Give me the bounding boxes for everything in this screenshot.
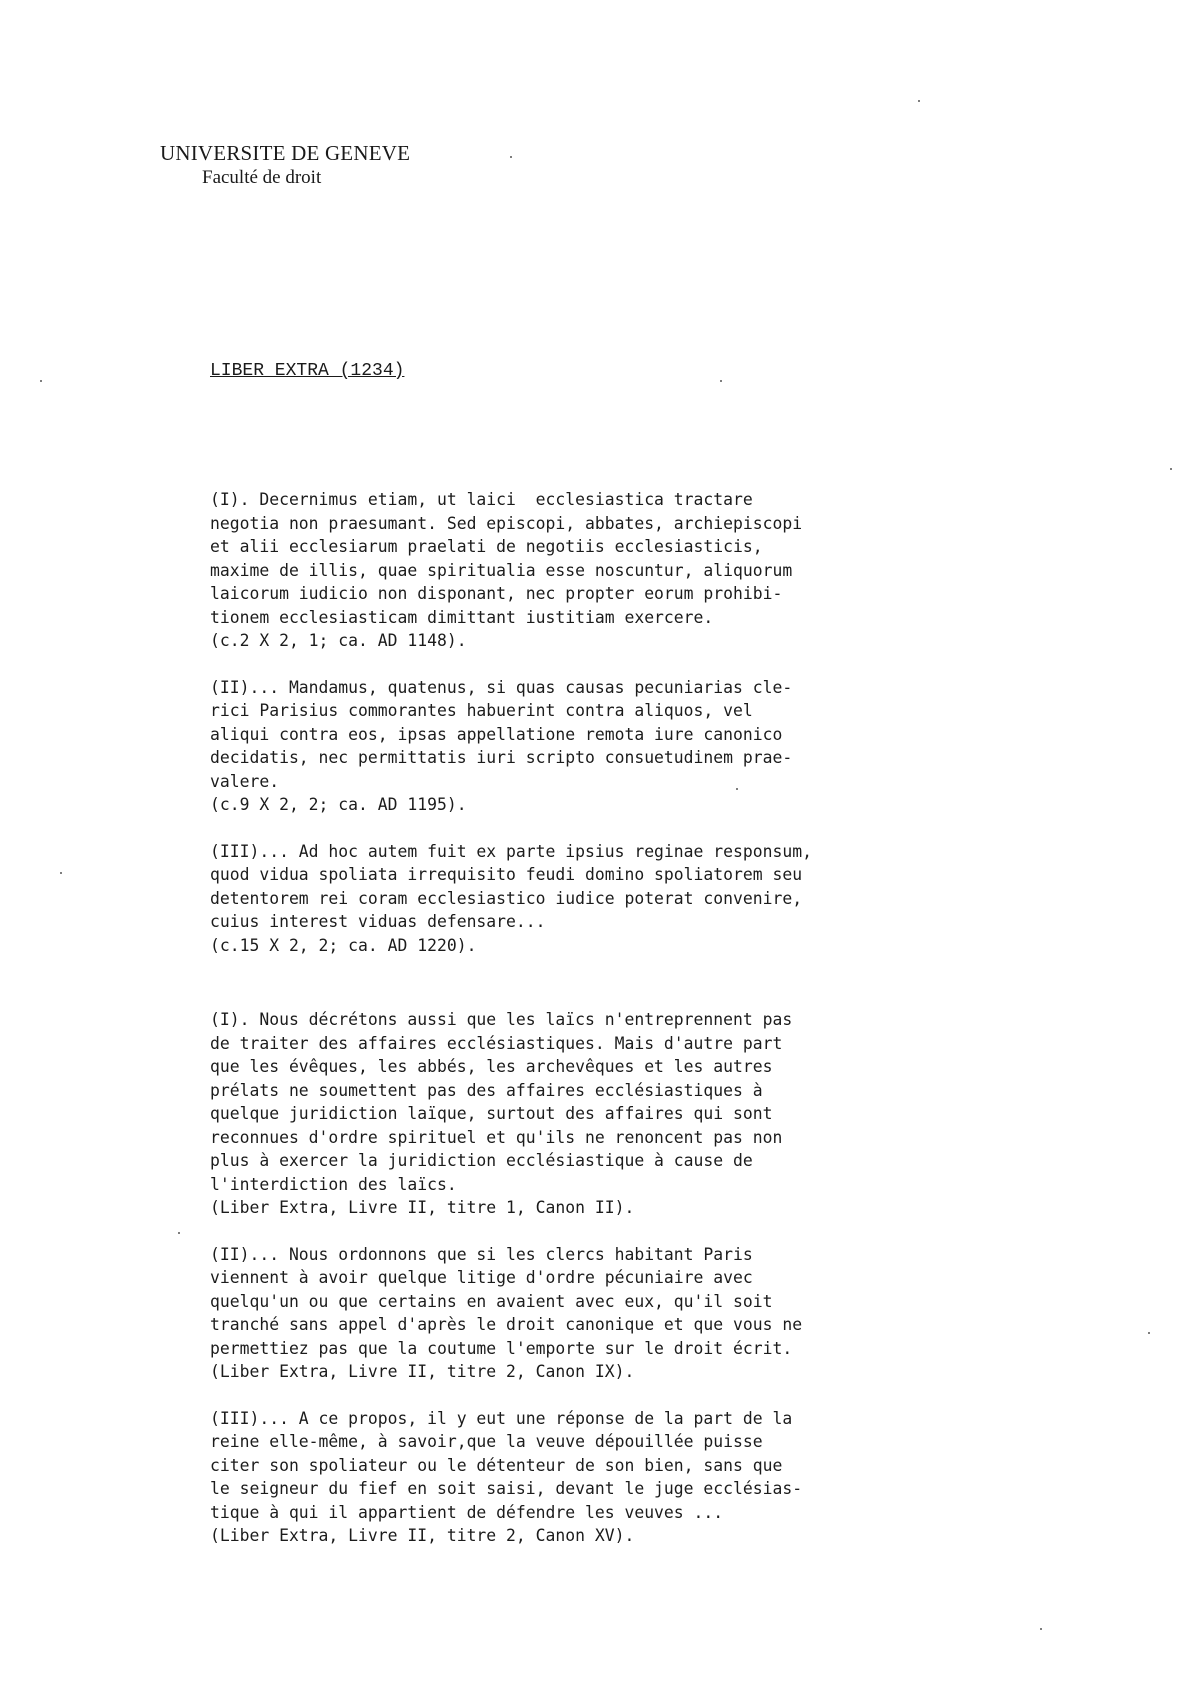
university-name: UNIVERSITE DE GENEVE	[160, 141, 411, 165]
scan-speck	[178, 1232, 180, 1234]
scan-speck	[1170, 468, 1172, 470]
french-text-block	[210, 1008, 1150, 1571]
french-paragraph-1: (I). Nous décrétons aussi que les laïcs n'entreprennent pas de traiter des affaires ecclésiastiques. Mais d'autre part que les évêques, les abbés, les archevêques et les autres prélats ne soumettent pas des affaires ecclésiastiques à quelque juridiction laïque, surtout des affaires qui sont reconnues d'ordre spirituel et qu'ils ne renoncent pas non plus à exercer la juridiction ecclésiastique à cause de l'interdiction des laïcs. (Liber Extra, Livre II, titre 1, Canon II).	[210, 1010, 793, 1217]
latin-paragraph-1: (I). Decernimus etiam, ut laici ecclesiastica tractare negotia non praesumant. Sed episcopi, abbates, archiepiscopi et alii ecclesiarum praelati de negotiis ecclesiasticis, maxime de illis, quae spiritualia esse noscuntur, aliquorum laicorum iudicio non disponant, nec propter eorum prohibi- tionem ecclesiasticam dimittant iustitiam exercere. (c.2 X 2, 1; ca. AD 1148).	[210, 490, 803, 650]
scan-speck	[1040, 1628, 1042, 1630]
scan-speck	[720, 380, 722, 382]
scan-speck	[40, 380, 42, 382]
scan-speck	[60, 872, 62, 874]
letterhead	[160, 140, 410, 190]
french-paragraph-3: (III)... A ce propos, il y eut une réponse de la part de la reine elle-même, à savoir,que la veuve dépouillée puisse citer son spoliateur ou le détenteur de son bien, sans que le seigneur du fief en soit saisi, devant le juge ecclésias- tique à qui il appartient de défendre les veuves ... (Liber Extra, Livre II, titre 2, Canon XV).	[210, 1408, 803, 1545]
scan-speck	[736, 788, 738, 790]
latin-paragraph-3: (III)... Ad hoc autem fuit ex parte ipsius reginae responsum, quod vidua spoliata irrequisito feudi domino spoliatorem seu detentorem rei coram ecclesiastico iudice poterat convenire, cuius interest viduas defensare... (c.15 X 2, 2; ca. AD 1220).	[210, 841, 812, 955]
french-paragraph-2: (II)... Nous ordonnons que si les clercs habitant Paris viennent à avoir quelque litige d'ordre pécuniaire avec quelqu'un ou que certains en avaient avec eux, qu'il soit tranché sans appel d'après le droit canonique et que vous ne permettiez pas que la coutume l'emporte sur le droit écrit. (Liber Extra, Livre II, titre 2, Canon IX).	[210, 1244, 803, 1381]
scan-speck	[918, 100, 920, 102]
latin-paragraph-2: (II)... Mandamus, quatenus, si quas causas pecuniarias cle- rici Parisius commorantes habuerint contra aliquos, vel aliqui contra eos, ipsas appellatione remota iure canonico decidatis, nec permittatis iuri scripto consuetudinem prae- valere. (c.9 X 2, 2; ca. AD 1195).	[210, 677, 793, 814]
faculty-name: Faculté de droit	[202, 167, 322, 188]
latin-text-block	[210, 488, 1150, 980]
document-title: LIBER EXTRA (1234)	[210, 361, 405, 381]
scan-speck	[510, 156, 512, 158]
scan-speck	[1148, 1332, 1150, 1334]
